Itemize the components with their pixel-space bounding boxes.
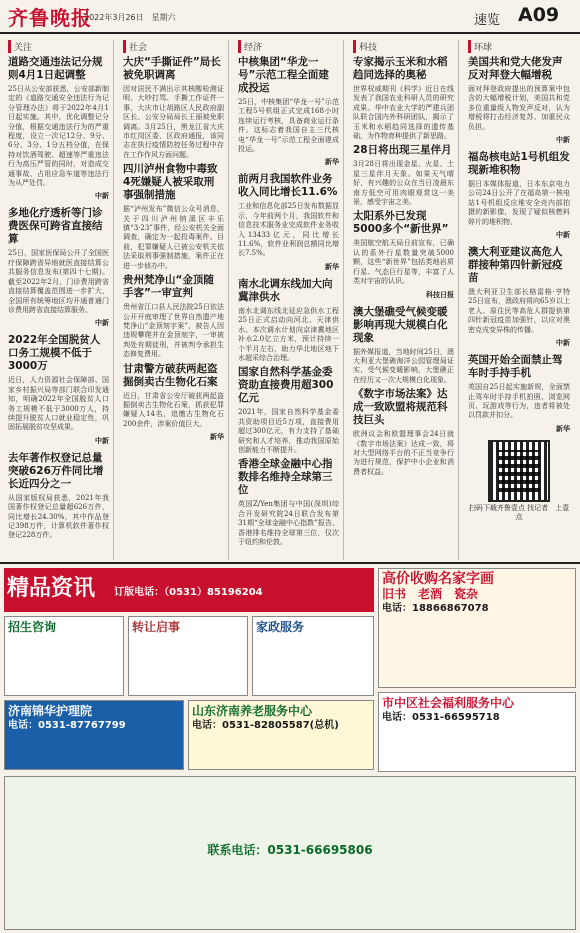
article-body: 25日从公安部获悉，公安部新制定的《道路交通安全违法行为记分管理办法》将于2022年4月1日起实施。其中，优化调整记分分值，根据交通违法行为的严重程度，设立一次记12分、9分、6分、3分、1分五档分值，在保持对饮酒驾驶、超速等严重违法行为高压严管的同时，对造成交通事故、占用应急车道等违法行为从严处罚。 xyxy=(8,85,109,188)
article-headline: 去年著作权登记总量突破626万件同比增长近四分之一 xyxy=(8,451,104,490)
column-4 xyxy=(464,40,574,560)
article-body: 英国自25日起实施新规，全面禁止驾车时手持手机拍照、浏览网页、玩游戏等行为，违者将被处以罚款并扣分。 xyxy=(468,383,570,420)
column-tag: 经济 xyxy=(238,40,339,53)
recruit-ad xyxy=(4,616,124,696)
column-tag: 环球 xyxy=(468,40,570,53)
care-ad xyxy=(4,700,184,770)
article-body: 因对居民不满出示其核酸检测证明、大吵打骂、手撕工作证件一事，大庆市让胡路区人民政府副区长、公安分局局长王丽被免职调离。3月25日，黑龙江省大庆市红岗区委、区政府通报，该同志在执行疫情防控任务过程中存在工作作风方面问题。 xyxy=(123,85,224,159)
article-headline: 英国开始全面禁止驾车时手持手机 xyxy=(468,354,563,380)
article-byline: 新华 xyxy=(325,261,339,271)
article-body: 贵州省江口县人民法院25日依法公开开庭审理了世界自然遗产地梵净山“金顶刻字案”，被告人因违规攀爬并在金顶刻字，一审被判处有期徒刑，并被判令承担生态修复费用。 xyxy=(123,303,224,359)
welfare-ad xyxy=(378,692,576,772)
article-byline: 中新 xyxy=(556,135,570,145)
article-headline: 多地化疗透析等门诊费医保可跨省直接结算 xyxy=(8,207,103,246)
article-headline: 专家揭示玉米和水稻趋同选择的奥秘 xyxy=(353,56,448,81)
elder-phone: 电话：0531-82805587(总机) xyxy=(192,720,339,731)
article-headline: 太阳系外已发现5000多个“新世界” xyxy=(353,210,449,236)
article-body: 据日本媒体报道，日本东京电力公司24日公开了在福岛第一核电站1号机组反应堆安全壳内部拍摄的新影像，发现了疑似核燃料碎片的堆积物。 xyxy=(468,180,570,226)
article-body: 南水北调东线北延应急供水工程25日正式启动向河北、天津供水。本次调水计划向京津冀地区补水2.0亿立方米，预计持续一个半月左右，助力华北地区地下水超采综合治理。 xyxy=(238,306,339,362)
article-body: 澳大利亚卫生部长格雷格·亨特25日宣布，澳政府将向65岁以上老人、原住民等高危人群提供第四针新冠疫苗加强针，以应对奥密克戎变异株的传播。 xyxy=(468,288,570,334)
article-headline: 澳大堡礁受气候变暖影响再现大规模白化现象 xyxy=(353,305,448,344)
biz-notice-title: 转让启事 xyxy=(132,620,181,634)
article-body: 近日，人力资源社会保障部、国家乡村振兴局等部门联合印发通知，明确2022年全国脱贫人口务工规模不低于3000万人，持续提升脱贫人口就业稳定性，巩固拓展脱贫攻坚成果。 xyxy=(8,376,109,432)
article-byline: 科技日报 xyxy=(426,289,454,299)
wanted-ad xyxy=(378,568,576,688)
biz-notice-ad xyxy=(128,616,248,696)
article-headline: 2022年全国脱贫人口务工规模不低于3000万 xyxy=(8,334,101,373)
column-tag: 科技 xyxy=(353,40,454,53)
article-byline: 中新 xyxy=(556,338,570,348)
article-headline: 前两月我国软件业务收入同比增长11.6% xyxy=(238,173,338,199)
classified-ads xyxy=(0,562,580,933)
qr-code-icon xyxy=(488,440,550,502)
recruit-title: 招生咨询 xyxy=(8,620,57,634)
column-tag: 社会 xyxy=(123,40,224,53)
article-body: 美国航空航天局日前宣布，已确认的系外行星数量突破5000颗，这些“新世界”包括类地岩质行星、气态巨行星等，丰富了人类对宇宙的认识。 xyxy=(353,239,454,286)
article-byline: 中新 xyxy=(95,435,109,445)
article-body: 从国家版权局获悉，2021年我国著作权登记总量超626万件，同比增长24.30%，其中作品登记398万件，计算机软件著作权登记228万件。 xyxy=(8,493,109,540)
article-body: 3月28日将出现金星、火星、土星三星伴月天象。如果天气晴好，有兴趣的公众在当日凌晨东南方低空可用肉眼观赏这一美景，感受宇宙之美。 xyxy=(353,160,454,207)
elder-title: 山东济南养老服务中心 xyxy=(192,704,313,718)
article-body: 面对拜登政府提出的预算案中包含的大幅增税计划，美国共和党多位重量级人物发声反对，认为增税将打击经济复苏、加重民众负担。 xyxy=(468,85,570,131)
banner-phone: 订版电话：（0531）85196204 xyxy=(114,587,263,598)
article-byline: 中新 xyxy=(95,318,109,328)
column-tag: 关注 xyxy=(8,40,109,53)
banner-ad xyxy=(4,568,374,612)
article-body: 据外媒报道，当地时间25日，澳大利亚大堡礁海洋公园管理局证实，受气候变暖影响，大堡礁正在经历又一次大规模白化现象。 xyxy=(353,347,454,384)
masthead xyxy=(0,0,580,34)
article-byline: 新华 xyxy=(210,432,224,442)
wanted-sub: 旧书 老酒 瓷杂 xyxy=(382,587,479,601)
article-body: 世界权威期刊《科学》近日在线发表了我国农业科研人员的研究成果。华中农业大学的严建兵团队联合国内外科研团队，揭示了玉米和水稻趋同选择的遗传基础，为作物育种提供了新思路。 xyxy=(353,85,454,141)
article-body: 据“泸州发布”微信公众号消息，关于四川泸州纳溪区丰乐镇“3·23”事件，经公安机关全面调查，确定为一起投毒案件。目前，犯罪嫌疑人已被公安机关依法采取刑事强制措施，案件正在进一步侦办中。 xyxy=(123,205,224,270)
article-body: 欧洲议会和欧盟理事会24日就《数字市场法案》达成一致，将对大型网络平台的不正当竞争行为进行规范，保护中小企业和消费者权益。 xyxy=(353,430,454,476)
article-headline: 28日将出现三星伴月 xyxy=(353,144,452,157)
wanted-phone: 电话：18866867078 xyxy=(382,603,489,614)
article-headline: 《数字市场法案》达成一致欧盟将规范科技巨头 xyxy=(353,388,448,427)
column-2 xyxy=(234,40,344,560)
article-headline: 福岛核电站1号机组发现新堆积物 xyxy=(468,151,570,177)
article-byline: 中新 xyxy=(95,191,109,201)
care-phone: 电话：0531-87767799 xyxy=(8,720,126,731)
column-0 xyxy=(4,40,114,560)
article-headline: 澳大利亚建议高危人群接种第四针新冠疫苗 xyxy=(468,246,563,285)
section-name: 速览 xyxy=(474,13,501,28)
article-headline: 甘肃警方破获两起盗掘倒卖古生物化石案 xyxy=(123,362,218,388)
wanted-title: 高价收购名家字画 xyxy=(382,571,494,587)
article-body: 近日，甘肃省公安厅破获两起盗掘倒卖古生物化石案，抓获犯罪嫌疑人14名，追缴古生物化石200余件，涉案价值巨大。 xyxy=(123,391,224,428)
article-byline: 中新 xyxy=(556,230,570,240)
article-body: 2021年，国家自然科学基金委共资助项目近5万项，直接费用超过300亿元，有力支持了基础研究和人才培养，推动我国原始创新能力不断提升。 xyxy=(238,408,339,454)
qr-caption: 扫码下载齐鲁壹点 找记者 上壹点 xyxy=(468,503,570,521)
welfare-title: 市中区社会福利服务中心 xyxy=(382,696,515,710)
article-headline: 香港全球金融中心指数排名维持全球第三位 xyxy=(238,458,333,497)
article-headline: 美国共和党大佬发声反对拜登大幅增税 xyxy=(468,56,563,81)
article-headline: 四川泸州食物中毒致4死嫌疑人被采取刑事强制措施 xyxy=(123,163,218,202)
bottom-hotline: 联系电话：0531-66695806 xyxy=(207,843,373,857)
column-1 xyxy=(119,40,229,560)
care-title: 济南锦华护理院 xyxy=(8,704,93,718)
article-headline: 南水北调东线加大向冀津供水 xyxy=(238,277,333,303)
service-title: 家政服务 xyxy=(256,620,305,634)
elder-ad xyxy=(188,700,374,770)
article-headline: 中核集团“华龙一号”示范工程全面建成投运 xyxy=(238,56,329,94)
bottom-ad xyxy=(4,776,576,930)
banner-title: 精品资讯 xyxy=(7,576,96,601)
article-headline: 道路交通违法记分规则4月1日起调整 xyxy=(8,56,103,81)
article-headline: 国家自然科学基金委资助直接费用超300亿元 xyxy=(238,366,334,405)
column-3 xyxy=(349,40,459,560)
page-number: A09 xyxy=(518,4,560,26)
article-body: 25日，中核集团“华龙一号”示范工程5号机组正式完成168小时连续运行考核，具备商业运行条件。这标志着我国自主三代核电“华龙一号”示范工程全面建成投运。 xyxy=(238,98,339,154)
service-ad xyxy=(252,616,374,696)
article-headline: 大庆“手撕证件”局长被免职调离 xyxy=(123,56,221,81)
article-body: 英国Z/Yen集团与中国(深圳)综合开发研究院24日联合发布第31期“全球金融中心指数”报告，香港排名维持全球第三位，仅次于纽约和伦敦。 xyxy=(238,500,339,546)
article-byline: 新华 xyxy=(556,423,570,433)
article-body: 工业和信息化部25日发布数据显示，今年前两个月，我国软件和信息技术服务业完成软件业务收入13433亿元，同比增长11.6%，软件业利润总额同比增长7.5%。 xyxy=(238,202,339,258)
article-body: 25日，国家医保局公开了全国医疗保障跨省异地就医直接结算公共服务信息发布(第四十七期)。截至2022年2月，门诊费用跨省直接结算覆盖范围进一步扩大，全国所有统筹地区均开通普通门诊费用跨省直接结算服务。 xyxy=(8,249,109,314)
issue-date: 2022年3月26日 星期六 xyxy=(84,13,176,22)
article-byline: 新华 xyxy=(325,157,339,167)
newspaper-logo: 齐鲁晚报 xyxy=(8,6,92,30)
welfare-phone: 电话：0531-66595718 xyxy=(382,712,500,723)
article-headline: 贵州梵净山“金顶随手客”一审宣判 xyxy=(123,274,214,300)
